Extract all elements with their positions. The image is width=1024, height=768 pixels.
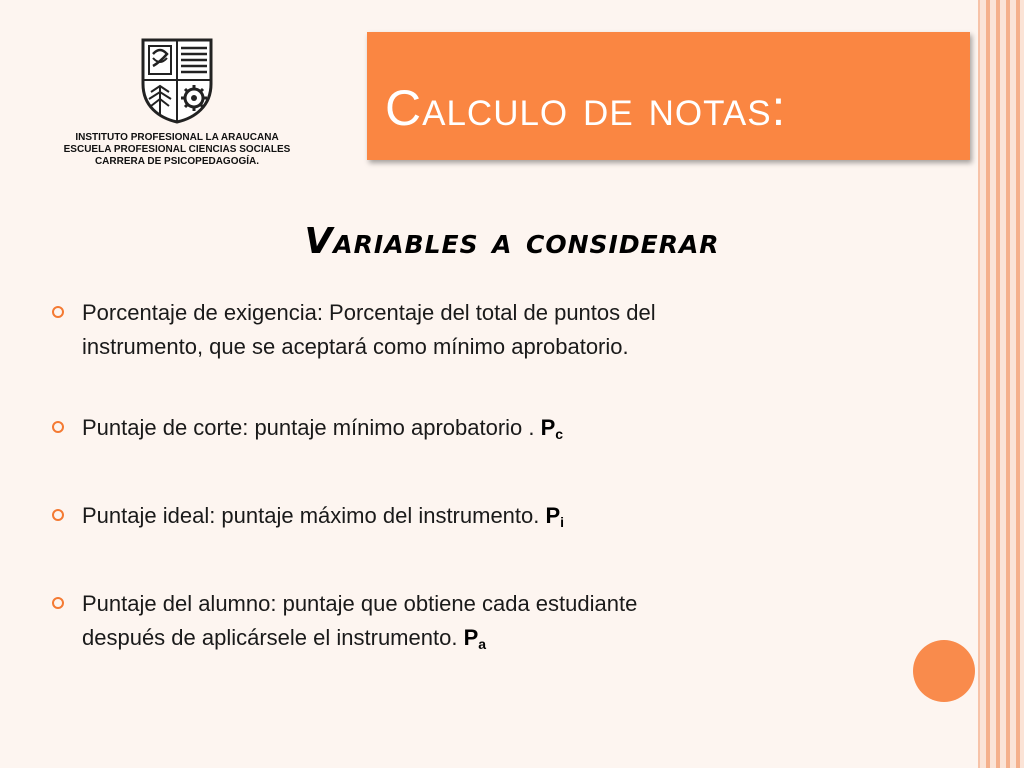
bullet-circle-icon [52,509,64,521]
institution-line: INSTITUTO PROFESIONAL LA ARAUCANA [75,132,279,143]
bullet-list [52,296,912,661]
symbol-subscript: c [555,426,564,442]
slide-subtitle: Variables a considerar [304,221,720,262]
bullet-text: Puntaje ideal: puntaje máximo del instrumento. [82,503,546,528]
bullet-item [52,296,912,364]
variable-symbol [464,625,486,650]
right-edge-stripe [1006,0,1010,768]
variable-symbol [541,415,563,440]
right-edge-stripe [986,0,990,768]
bullet-item [52,411,912,451]
bullet-circle-icon [52,597,64,609]
institution-line: ESCUELA PROFESIONAL CIENCIAS SOCIALES [63,144,291,155]
bullet-text: instrumento, que se aceptará como mínimo aprobatorio. [82,334,629,359]
title-box [367,32,970,160]
symbol-subscript: i [560,514,565,530]
institution-name [44,132,310,168]
bullet-text: Porcentaje de exigencia: Porcentaje del total de puntos del [82,300,656,325]
right-edge-stripe [996,0,1000,768]
symbol-letter: P [540,415,556,440]
bullet-item [52,587,912,661]
right-edge-stripe [1016,0,1020,768]
institution-logo [44,36,310,168]
bullet-text: después de aplicársele el instrumento. [82,625,464,650]
decorative-circle [913,640,975,702]
bullet-circle-icon [52,421,64,433]
variable-symbol [545,503,564,528]
bullet-item [52,499,912,539]
bullet-text: Puntaje de corte: puntaje mínimo aprobatorio . [82,415,541,440]
slide-title: Calculo de notas: [385,80,787,136]
symbol-letter: P [545,503,561,528]
bullet-text: Puntaje del alumno: puntaje que obtiene cada estudiante [82,591,638,616]
institution-line: CARRERA DE PSICOPEDAGOGÍA. [94,156,260,167]
right-edge-line [978,0,980,768]
institution-crest-icon [139,36,215,124]
bullet-circle-icon [52,306,64,318]
symbol-subscript: a [478,636,487,652]
symbol-letter: P [463,625,479,650]
